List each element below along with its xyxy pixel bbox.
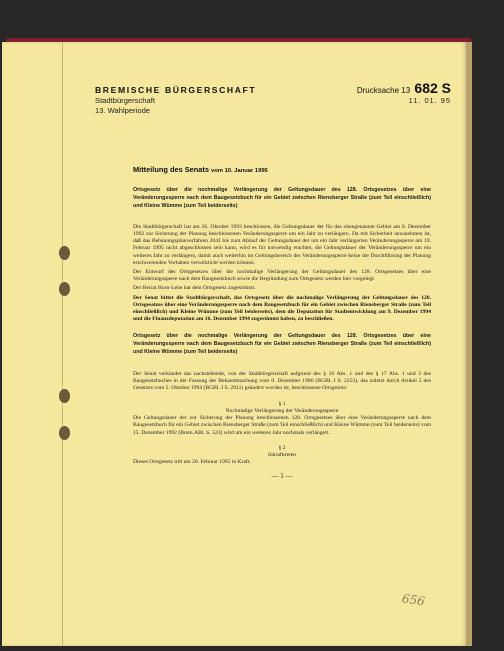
request-paragraph: Der Senat bittet die Stadtbürgerschaft, das Ortsgesetz über die nochmalige Verlängerung der Geltungsdauer des 128. Ortsgesetzes über eine Veränderungssperre nach dem Baugesetzbuch für ein Gebiet zwischen Riensberger Straße (zum Teil einschließlich) und Kleine Wümme (zum Teil beiderseits), dem die Deputation für Stadtentwicklung am 9. Dezember 1994 und die Finanzdeputation am 16. Dezember 1994 zugestimmt haben, zu beschließen.: [133, 294, 431, 323]
paragraph-3: Der Beirat Horn-Lehe hat dem Ortsgesetz zugestimmt.: [133, 285, 256, 292]
title-date: vom 10. Januar 1995: [211, 168, 268, 174]
handwritten-note: 656: [401, 591, 426, 609]
legislative-period: 13. Wahlperiode: [95, 106, 151, 115]
drucksache-number: 682 S: [414, 80, 451, 96]
section-2-number: § 2: [278, 444, 286, 451]
document-date: 11. 01. 95: [408, 96, 451, 105]
section-2-title: Inkrafttreten: [268, 451, 296, 458]
page-stack-edge: [466, 42, 472, 646]
title-main: Mitteilung des Senats: [133, 165, 209, 174]
punch-hole: [59, 389, 70, 403]
punch-hole: [59, 282, 70, 296]
letterhead-row-2: [95, 96, 451, 106]
section-1-title: Nochmalige Verlängerung der Veränderungssperre: [225, 407, 339, 414]
section-2-text: Dieses Ortsgesetz tritt am 20. Februar 1995 in Kraft.: [133, 459, 251, 466]
page-fold-line: [62, 42, 63, 646]
subject-heading-1: Ortsgesetz über die nochmalige Verlängerung der Geltungsdauer des 128. Ortsgesetzes über eine Veränderungssperre nach dem Baugesetzbuch für ein Gebiet zwischen Riensberger Straße (zum Teil einschließlich) und Kleine Wümme (zum Teil beiderseits): [133, 187, 431, 209]
section-1-number: § 1: [278, 400, 286, 407]
punch-hole: [59, 426, 70, 440]
letterhead-row: [95, 80, 451, 96]
paragraph-1: Die Stadtbürgerschaft hat am 26. Oktober 1993 beschlossen, die Geltungsdauer der für das obengenannte Gebiet am 8. Dezember 1992 zur Sicherung der Planung beschlossenen Veränderungssperre um ein Jahr zu verlängern. Da mit Sicherheit anzunehmen ist, daß das Bebauungsplanverfahren 2041 bis zum Ablauf der Geltungsdauer der um ein Jahr verlängerten Veränderungssperre am 19. Februar 1995 nicht abgeschlossen sein kann, wird es für notwendig erachtet, die Geltungsdauer der Veränderungssperre um ein weiteres Jahr zu verlängern, damit auch weiterhin im Geltungsbereich der Veränderungssperre keine die Durchführung der Planung erschwerenden Vorhaben verwirklicht werden können.: [133, 223, 431, 266]
paragraph-2: Der Entwurf des Ortsgesetzes über die nochmalige Verlängerung der Geltungsdauer des 128. Ortsgesetzes über eine Veränderungssperre nach dem Baugesetzbuch sowie die Begründung zum Ortsgesetz werden hier vorgelegt.: [133, 268, 431, 283]
law-preamble: Der Senat verkündet das nachstehende, von der Stadtbürgerschaft aufgrund des § 16 Abs. 1 und des § 17 Abs. 1 und 3 des Baugesetzbuches in der Fassung der Bekanntmachung vom 8. Dezember 1986 (BGBl. I S. 2253), das zuletzt durch Artikel 5 des Gesetzes vom 5. Oktober 1994 (BGBl. I S. 2911) geändert worden ist, beschlossene Ortsgesetz:: [133, 371, 431, 392]
drucksache-label-wrap: [357, 80, 451, 96]
subject-heading-2: Ortsgesetz über die nochmalige Verlängerung der Geltungsdauer des 128. Ortsgesetzes über eine Veränderungssperre nach dem Baugesetzbuch für ein Gebiet zwischen Riensberger Straße (zum Teil einschließlich) und Kleine Wümme (zum Teil beiderseits): [133, 333, 431, 356]
document-body: [133, 187, 431, 480]
organization-name: BREMISCHE BÜRGERSCHAFT: [95, 85, 257, 95]
document-title: [133, 165, 451, 174]
page-number: — 1 —: [271, 472, 293, 481]
parliament-name: Stadtbürgerschaft: [95, 96, 155, 105]
section-1-text: Die Geltungsdauer der zur Sicherung der Planung beschlossenen 128. Ortsgesetzes über eine Veränderungssperre nach dem Baugesetzbuch für ein Gebiet zwischen Riensberger Straße (zum Teil einschließlich) und Kleine Wümme (zum Teil beiderseits) vom 15. Dezember 1992 (Brem.ABl. S. 523) wird um ein weiteres Jahr nochmals verlängert.: [133, 415, 431, 436]
drucksache-label: Drucksache 13: [356, 86, 411, 95]
document-page: [2, 42, 466, 646]
document-content: [95, 80, 451, 480]
punch-hole: [59, 246, 70, 260]
